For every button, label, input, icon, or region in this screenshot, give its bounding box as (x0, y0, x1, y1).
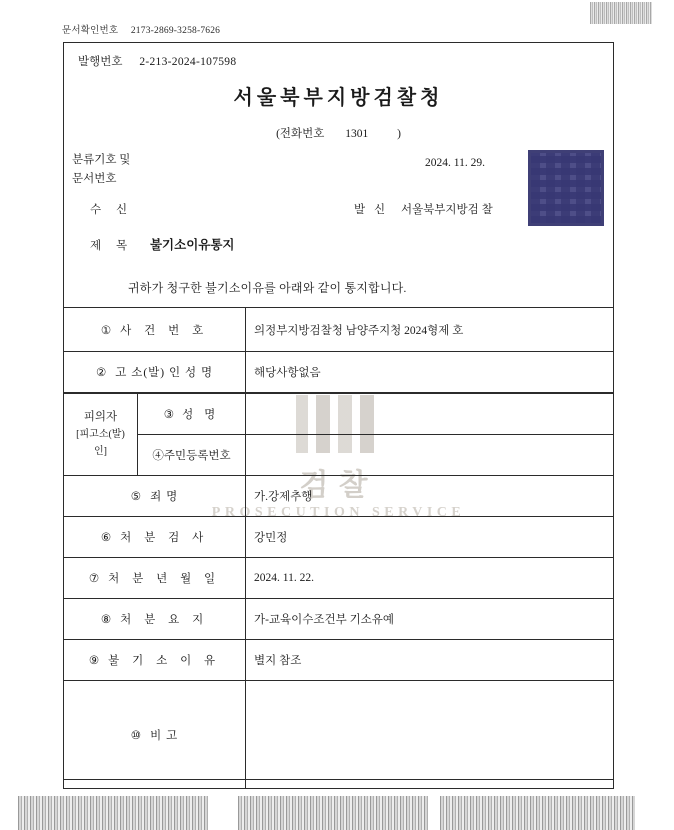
row-label-text-4: 주민등록번호 (163, 450, 231, 462)
subject-value: 불기소이유통지 (149, 238, 235, 252)
table-row-suspect-resident-id (64, 435, 614, 476)
row-marker-6: ⑥ (100, 532, 113, 544)
document-verification-number: 2173-2869-3258-7626 (130, 26, 221, 36)
row-value-reason: 별지 참조 (246, 640, 614, 681)
row-label-text-10: 비 고 (150, 729, 179, 742)
row-value-complainant: 해당사항없음 (246, 352, 614, 393)
row-marker-10: ⑩ (130, 729, 143, 742)
row-marker-7: ⑦ (88, 573, 101, 585)
row-label-case-number (64, 308, 246, 352)
row-label-text-3: 성 명 (182, 409, 220, 421)
row-label-disposition-date (64, 558, 246, 599)
row-value-prosecutor: 강민정 (246, 517, 614, 558)
row-label-prosecutor (64, 517, 246, 558)
row-value-remarks (246, 681, 614, 789)
phone-line (64, 125, 613, 141)
table-row-disposition-date (64, 558, 614, 599)
row-value-charge: 가.강제추행 (246, 476, 614, 517)
issue-number-label: 발행번호 (78, 56, 123, 68)
row-marker-1: ① (100, 324, 113, 337)
phone-label: (전화번호 (276, 128, 325, 140)
row-label-remarks (64, 681, 246, 789)
party-label-line-2: [피고소(발)인] (76, 429, 125, 457)
row-label-charge (64, 476, 246, 517)
issue-date: 2024. 11. 29. (425, 157, 485, 169)
classification-line-1: 분류기호 및 (72, 154, 131, 166)
row-label-suspect-name (138, 394, 246, 435)
row-label-complainant (64, 352, 246, 393)
watermark-english-text: PROSECUTION SERVICE (211, 505, 466, 520)
issue-number (78, 53, 236, 69)
row-value-suspect-name (246, 394, 614, 435)
table-row-complainant (64, 352, 614, 393)
row-label-text-5: 죄 명 (150, 491, 179, 503)
row-label-text-7: 처 분 년 월 일 (108, 573, 221, 585)
scan-artifact-top-right (590, 2, 652, 24)
row-value-suspect-resident-id (246, 435, 614, 476)
subject-block (90, 235, 235, 253)
disposition-detail-table (63, 475, 614, 789)
row-label-reason (64, 640, 246, 681)
row-marker-3: ③ (163, 409, 175, 421)
table-row-case-number (64, 308, 614, 352)
row-value-disposition-date: 2024. 11. 22. (246, 558, 614, 599)
row-label-text-6: 처 분 검 사 (120, 532, 209, 544)
table-row-charge (64, 476, 614, 517)
official-seal-stamp (528, 150, 604, 226)
table-row-prosecutor (64, 517, 614, 558)
phone-close-paren: ) (397, 128, 401, 140)
scan-artifact-bottom (0, 792, 674, 830)
table-row-remarks (64, 681, 614, 789)
row-marker-9: ⑨ (88, 655, 101, 667)
row-label-suspect-resident-id (138, 435, 246, 476)
issue-number-value: 2-213-2024-107598 (139, 56, 237, 68)
document-sheet (63, 42, 614, 780)
subject-label: 제 목 (90, 240, 134, 252)
row-marker-2: ② (95, 367, 108, 379)
row-value-disposition-summary: 가-교육이수조건부 기소유예 (246, 599, 614, 640)
row-label-text-1: 사 건 번 호 (120, 324, 209, 337)
row-value-case-number: 의정부지방검찰청 남양주지청 2024형제 호 (246, 308, 614, 352)
document-verification-label: 문서확인번호 (62, 26, 119, 36)
row-label-text-9: 불 기 소 이 유 (108, 655, 221, 667)
phone-number: 1301 (345, 128, 369, 140)
sender-block (354, 201, 493, 217)
sender-label: 발 신 (354, 204, 389, 216)
row-marker-5: ⑤ (130, 491, 143, 503)
case-detail-table (63, 307, 614, 393)
classification-number-block (72, 151, 130, 189)
notice-text: 귀하가 청구한 불기소이유를 아래와 같이 통지합니다. (128, 281, 407, 295)
sender-value: 서울북부지방검 찰 (400, 204, 493, 216)
party-label-line-1: 피의자 (83, 411, 118, 423)
scan-artifact-strip-3 (440, 796, 635, 830)
table-row-suspect-name (64, 394, 614, 435)
document-verification-line (62, 22, 220, 36)
table-row-reason (64, 640, 614, 681)
row-marker-8: ⑧ (100, 614, 113, 626)
watermark-korean-text: 검찰 (299, 469, 378, 502)
organization-title: 서울북부지방검찰청 (233, 87, 444, 109)
row-label-disposition-summary (64, 599, 246, 640)
classification-line-2: 문서번호 (72, 173, 117, 185)
party-label-suspect (64, 394, 138, 476)
row-label-text-2: 고 소(발) 인 성 명 (115, 367, 214, 379)
scan-artifact-strip-2 (238, 796, 428, 830)
row-label-text-8: 처 분 요 지 (120, 614, 209, 626)
recipient-label: 수 신 (90, 204, 134, 216)
row-marker-4: ④ (152, 450, 164, 462)
suspect-detail-table (63, 393, 614, 476)
scan-artifact-strip-1 (18, 796, 208, 830)
table-row-disposition-summary (64, 599, 614, 640)
